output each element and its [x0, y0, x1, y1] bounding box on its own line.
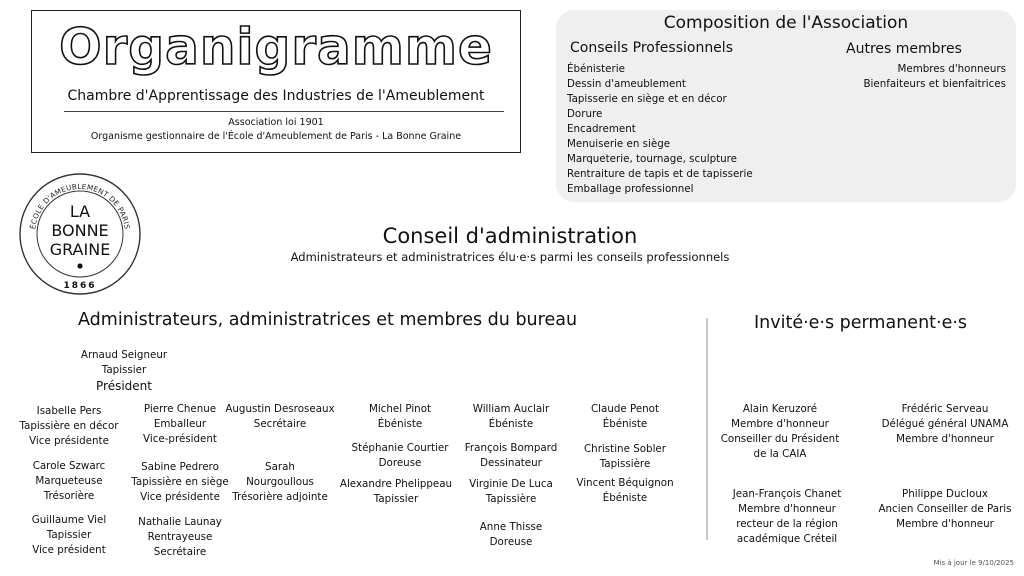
list-item: Dessin d'ameublement — [567, 78, 686, 90]
person-card-sobler — [566, 442, 684, 472]
association-description: Organisme gestionnaire de l'École d'Ameublement de Paris - La Bonne Graine — [90, 131, 462, 142]
person-role: Membre d'honneur — [731, 418, 829, 430]
conseils-heading: Conseils Professionnels — [570, 40, 733, 56]
person-card-bompard — [450, 441, 572, 471]
person-role: Ébéniste — [488, 418, 534, 430]
conseil-title: Conseil d'administration — [382, 224, 638, 248]
person-name: Frédéric Serveau — [901, 403, 989, 415]
composition-title: Composition de l'Association — [663, 13, 909, 33]
person-name: Alexandre Phelippeau — [339, 478, 453, 490]
section-divider — [706, 318, 708, 540]
person-role: Tapissière — [599, 458, 651, 470]
person-card-desroseaux — [218, 402, 342, 432]
page-subtitle: Chambre d'Apprentissage des Industries de l'Ameublement — [67, 88, 485, 104]
admins-heading: Administrateurs, administratrices et membres du bureau — [78, 310, 578, 330]
person-role: Dessinateur — [480, 457, 542, 469]
page-title: Organigramme — [59, 18, 493, 76]
person-name: Pierre Chenue — [143, 403, 217, 415]
person-card-bequignon — [566, 476, 684, 506]
person-role: Tapissière — [485, 493, 537, 505]
person-name: Isabelle Pers — [36, 405, 102, 417]
la-bonne-graine-logo — [18, 172, 142, 296]
person-name: Vincent Béquignon — [576, 477, 674, 489]
list-item: Marqueterie, tournage, sculpture — [567, 153, 738, 165]
person-name: Augustin Desroseaux — [225, 403, 335, 415]
list-item: Membres d'honneurs — [897, 63, 1006, 75]
person-name: Nathalie Launay — [138, 516, 222, 528]
person-name: Claude Penot — [590, 403, 660, 415]
person-role: Tapissière en siège — [131, 476, 229, 488]
person-card-deluca — [450, 477, 572, 507]
person-name: Guillaume Viel — [31, 514, 107, 526]
person-name: Sabine Pedrero — [141, 461, 219, 473]
person-role: Délégué général UNAMA — [881, 418, 1009, 430]
conseil-subtitle: Administrateurs et administratrices élu·e·s parmi les conseils professionnels — [290, 250, 730, 264]
logo-text-graine: GRAINE — [49, 240, 111, 259]
person-title: Vice président — [32, 544, 106, 556]
person-role: Membre d'honneur — [896, 433, 994, 445]
person-role: Tapissier — [46, 529, 92, 541]
person-role: académique Créteil — [736, 533, 838, 545]
person-role: Tapissier — [373, 493, 419, 505]
person-role: Conseiller du Président — [720, 433, 840, 445]
list-item: Emballage professionnel — [567, 183, 694, 195]
list-item: Rentraiture de tapis et de tapisserie — [567, 168, 753, 180]
invite-card-chanet — [712, 487, 862, 547]
person-title: Trésorière adjointe — [232, 491, 328, 503]
composition-panel — [556, 10, 1016, 202]
person-card-szwarc — [10, 459, 128, 504]
title-divider — [64, 111, 504, 112]
invites-heading: Invité·e·s permanent·e·s — [754, 313, 968, 333]
person-name: Nourgoullous — [246, 476, 314, 488]
list-item: Menuiserie en siège — [567, 138, 671, 150]
list-item: Ébénisterie — [567, 63, 625, 75]
person-card-phelippeau — [331, 477, 461, 507]
person-role: Tapissière en décor — [19, 420, 119, 432]
person-name: Sarah — [265, 461, 295, 473]
invite-card-ducloux — [868, 487, 1022, 532]
autres-membres-heading: Autres membres — [846, 41, 962, 57]
logo-year: 1866 — [63, 281, 97, 291]
list-item: Dorure — [567, 108, 603, 120]
person-name: Michel Pinot — [368, 403, 432, 415]
person-name: François Bompard — [464, 442, 558, 454]
person-role: Doreuse — [489, 536, 533, 548]
person-role: Ébéniste — [602, 418, 648, 430]
person-role: de la CAIA — [753, 448, 807, 460]
list-item: Tapisserie en siège et en décor — [567, 93, 727, 105]
person-role: Ancien Conseiller de Paris — [878, 503, 1012, 515]
person-role: recteur de la région — [736, 518, 838, 530]
person-card-launay — [120, 515, 240, 560]
list-item: Encadrement — [567, 123, 636, 135]
person-title: Secrétaire — [253, 418, 307, 430]
person-role: Emballeur — [153, 418, 207, 430]
person-card-pinot — [336, 402, 464, 432]
person-role: Membre d'honneur — [738, 503, 836, 515]
person-name: Philippe Ducloux — [902, 488, 988, 500]
person-card-pers — [10, 404, 128, 449]
person-name: Alain Keruzoré — [742, 403, 818, 415]
person-card-seigneur — [65, 348, 183, 394]
person-card-penot — [566, 402, 684, 432]
list-item: Bienfaiteurs et bienfaitrices — [863, 78, 1006, 90]
person-name: Arnaud Seigneur — [80, 349, 168, 361]
seed-dot-icon — [77, 263, 82, 268]
person-card-thisse — [450, 520, 572, 550]
person-title: Vice présidente — [140, 491, 220, 503]
logo-ring-text: ÉCOLE D'AMEUBLEMENT DE PARIS — [28, 181, 132, 230]
person-name: Jean-François Chanet — [732, 488, 842, 500]
autres-membres-list — [846, 62, 1006, 92]
person-card-viel — [10, 513, 128, 558]
update-date: Mis à jour le 9/10/2025 — [933, 559, 1014, 567]
invite-card-keruzore — [712, 402, 848, 462]
person-title: Vice présidente — [29, 435, 109, 447]
association-type: Association loi 1901 — [228, 117, 324, 128]
person-title: Vice-président — [143, 433, 217, 445]
person-role: Ébéniste — [377, 418, 423, 430]
person-role: Membre d'honneur — [896, 518, 994, 530]
person-role: Tapissier — [101, 364, 147, 376]
person-name: Anne Thisse — [479, 521, 543, 533]
logo-text-la: LA — [69, 202, 91, 221]
title-box — [31, 10, 521, 153]
logo-text-bonne: BONNE — [51, 221, 109, 240]
person-role: Marqueteuse — [35, 475, 103, 487]
invite-card-serveau — [868, 402, 1022, 447]
person-title: Président — [96, 379, 152, 393]
person-name: Stéphanie Courtier — [351, 442, 449, 454]
person-name: William Auclair — [472, 403, 550, 415]
conseils-list — [567, 62, 753, 197]
person-title: Trésorière — [43, 490, 95, 502]
person-title: Secrétaire — [153, 546, 207, 558]
person-name: Christine Sobler — [583, 443, 666, 455]
person-card-nourgoullous — [218, 460, 342, 505]
person-role: Rentrayeuse — [147, 531, 213, 543]
person-role: Ébéniste — [602, 492, 648, 504]
person-role: Doreuse — [378, 457, 422, 469]
person-card-courtier — [336, 441, 464, 471]
person-name: Carole Szwarc — [32, 460, 106, 472]
person-name: Virginie De Luca — [469, 478, 553, 490]
person-card-auclair — [450, 402, 572, 432]
